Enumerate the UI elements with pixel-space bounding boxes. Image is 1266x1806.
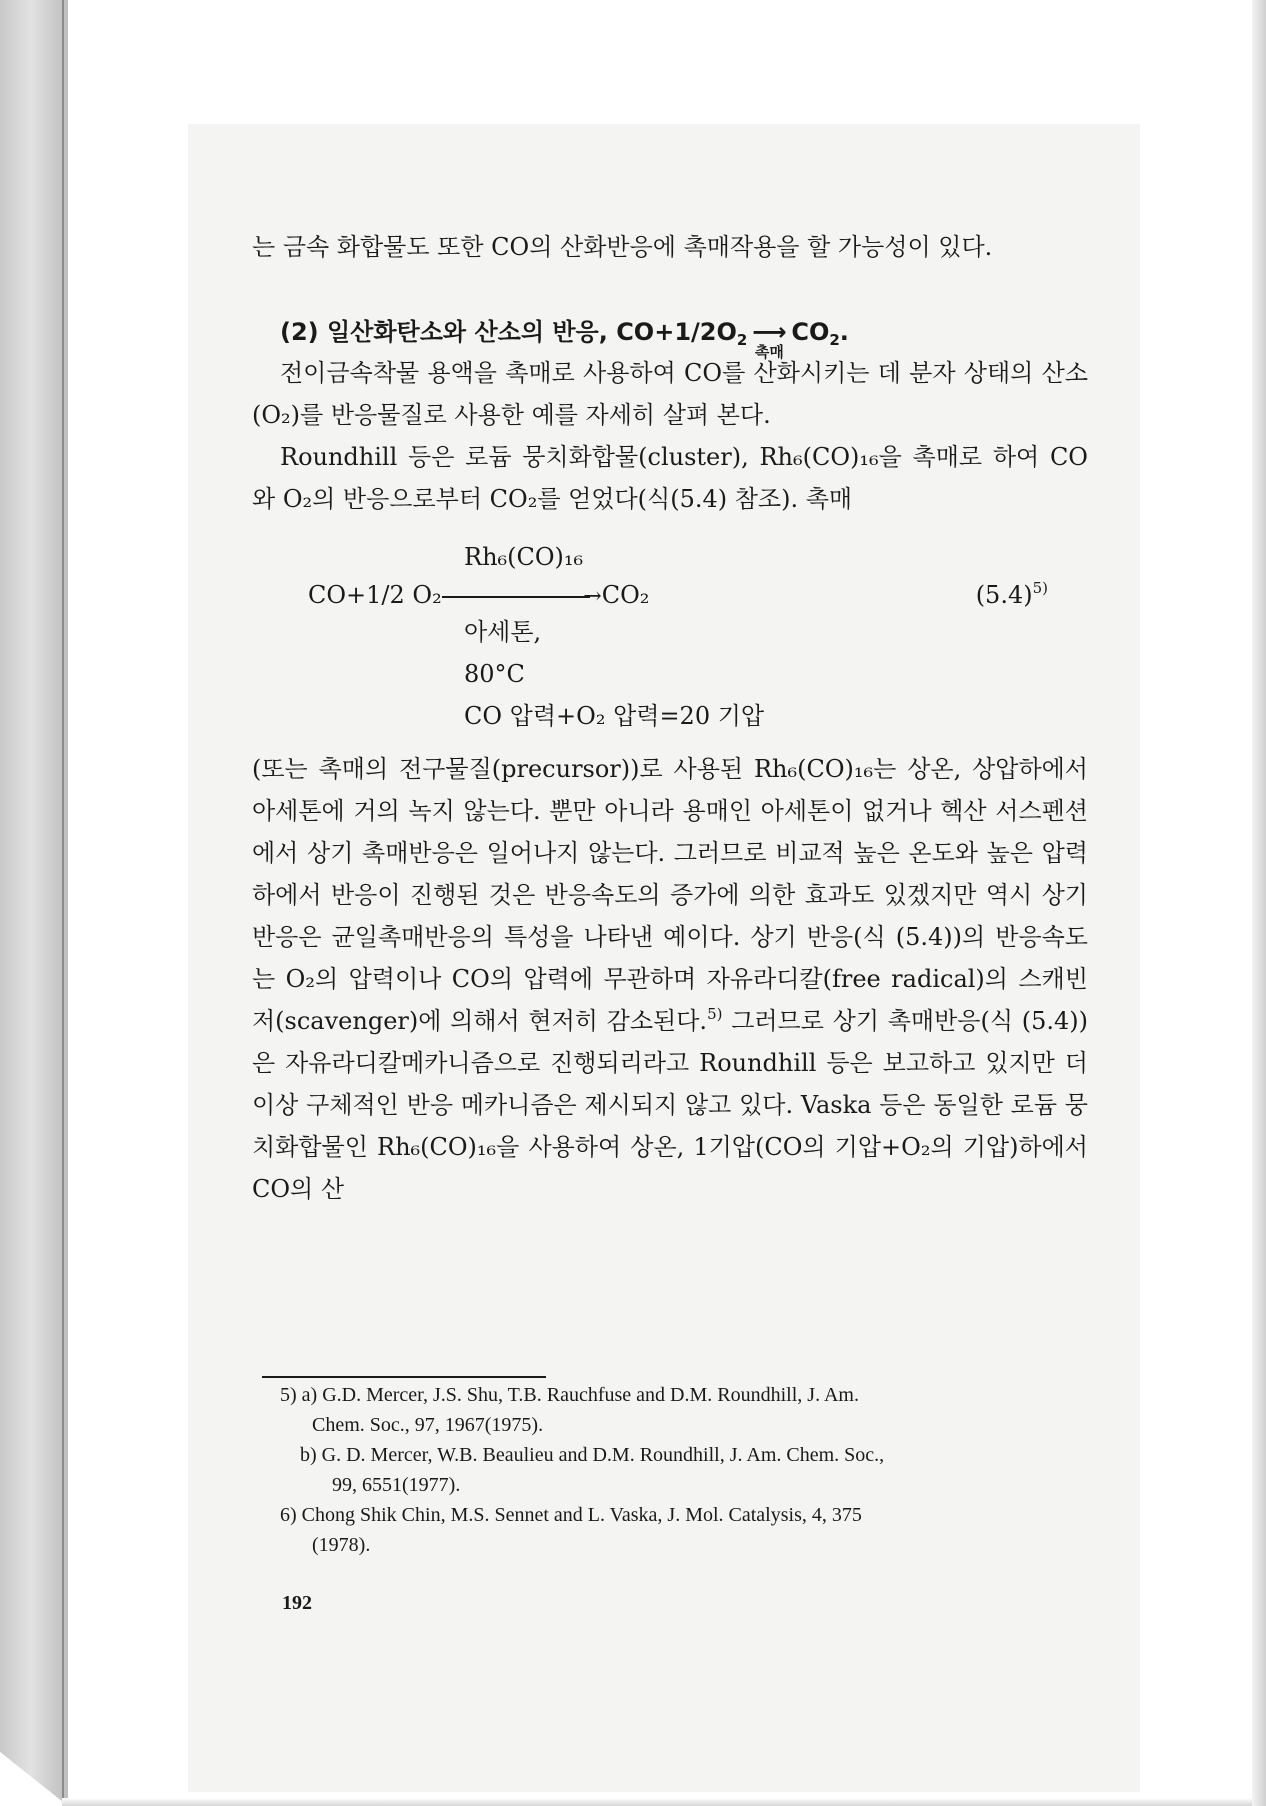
section-heading: (2) 일산화탄소와 산소의 반응, $CO+1/2O_2$ ⟶ 촉매 $CO_2$. bbox=[280, 318, 849, 361]
footnote-5a: 5) a) G.D. Mercer, J.S. Shu, T.B. Rauchfuse and D.M. Roundhill, J. Am. Chem. Soc., 97, 1967(1975). bbox=[280, 1384, 859, 1436]
reaction-arrow: → bbox=[442, 585, 602, 609]
footnote-rule bbox=[262, 1376, 546, 1378]
equation-5-4 bbox=[252, 536, 1088, 738]
equation-number: $(5.4)^{5)}$ bbox=[975, 579, 1048, 609]
paragraph-1: 전이금속착물 용액을 촉매로 사용하여 CO를 산화시키는 데 분자 상태의 산소(O₂)를 반응물질로 사용한 예를 자세히 살펴 본다. bbox=[252, 359, 1088, 429]
intro-paragraph: 는 금속 화합물도 또한 CO의 산화반응에 촉매작용을 할 가능성이 있다. bbox=[252, 233, 993, 261]
equation-condition-solvent: 아세톤, bbox=[464, 618, 542, 646]
catalyst-arrow: ⟶ 촉매 bbox=[752, 318, 787, 361]
page-number: 192 bbox=[282, 1592, 312, 1614]
equation-condition-pressure: CO 압력+O₂ 압력=20 기압 bbox=[464, 702, 765, 730]
footnote-5b: b) G. D. Mercer, W.B. Beaulieu and D.M. Roundhill, J. Am. Chem. Soc., 99, 6551(1977). bbox=[300, 1444, 885, 1496]
equation-main: CO+1/2 O₂ → CO₂ bbox=[308, 581, 650, 609]
paragraph-3: (또는 촉매의 전구물질(precursor))로 사용된 Rh₆(CO)₁₆는 상온, 상압하에서 아세톤에 거의 녹지 않는다. 뿐만 아니라 용매인 아세톤이 없거나 헥산 서스펜션에서 상기 촉매반응은 일어나지 않는다. 그러므로 비교적 높은 온도와 높은 압력하에서 반응이 진행된 것은 반응속도의 증가에 의한 효과도 있겠지만 역시 상기 반응은 균일촉매반응의 특성을 나타낸 예이다. 상기 반응(식 (5.4))의 반응속도는 O₂의 압력이나 CO의 압력에 무관하며 자유라디칼(free radical)의 스캐빈저(scavenger)에 의해서 현저히 감소된다.$^{5)}$ 그러므로 상기 촉매반응(식 (5.4))은 자유라디칼메카니즘으로 진행되리라고 Roundhill 등은 보고하고 있지만 더이상 구체적인 반응 메카니즘은 제시되지 않고 있다. Vaska 등은 동일한 로듐 뭉치화합물인 Rh₆(CO)₁₆을 사용하여 상온, 1기압(CO의 기압+O₂의 기압)하에서 CO의 산 bbox=[252, 755, 1088, 1203]
page-body bbox=[252, 226, 1088, 1210]
book-bottom-edge bbox=[62, 1798, 1252, 1806]
book-spine-line bbox=[62, 0, 64, 1806]
equation-catalyst: Rh₆(CO)₁₆ bbox=[464, 543, 584, 571]
equation-condition-temperature: 80°C bbox=[464, 660, 525, 688]
footnotes bbox=[280, 1380, 1088, 1560]
book-right-edge bbox=[1252, 0, 1266, 1806]
paragraph-2: Roundhill 등은 로듐 뭉치화합물(cluster), Rh₆(CO)₁₆을 촉매로 하여 CO와 O₂의 반응으로부터 CO₂를 얻었다(식(5.4) 참조). 촉매 bbox=[252, 443, 1088, 513]
footnote-6: 6) Chong Shik Chin, M.S. Sennet and L. Vaska, J. Mol. Catalysis, 4, 375 (1978). bbox=[280, 1504, 862, 1556]
book-spine-edge bbox=[0, 0, 68, 1806]
